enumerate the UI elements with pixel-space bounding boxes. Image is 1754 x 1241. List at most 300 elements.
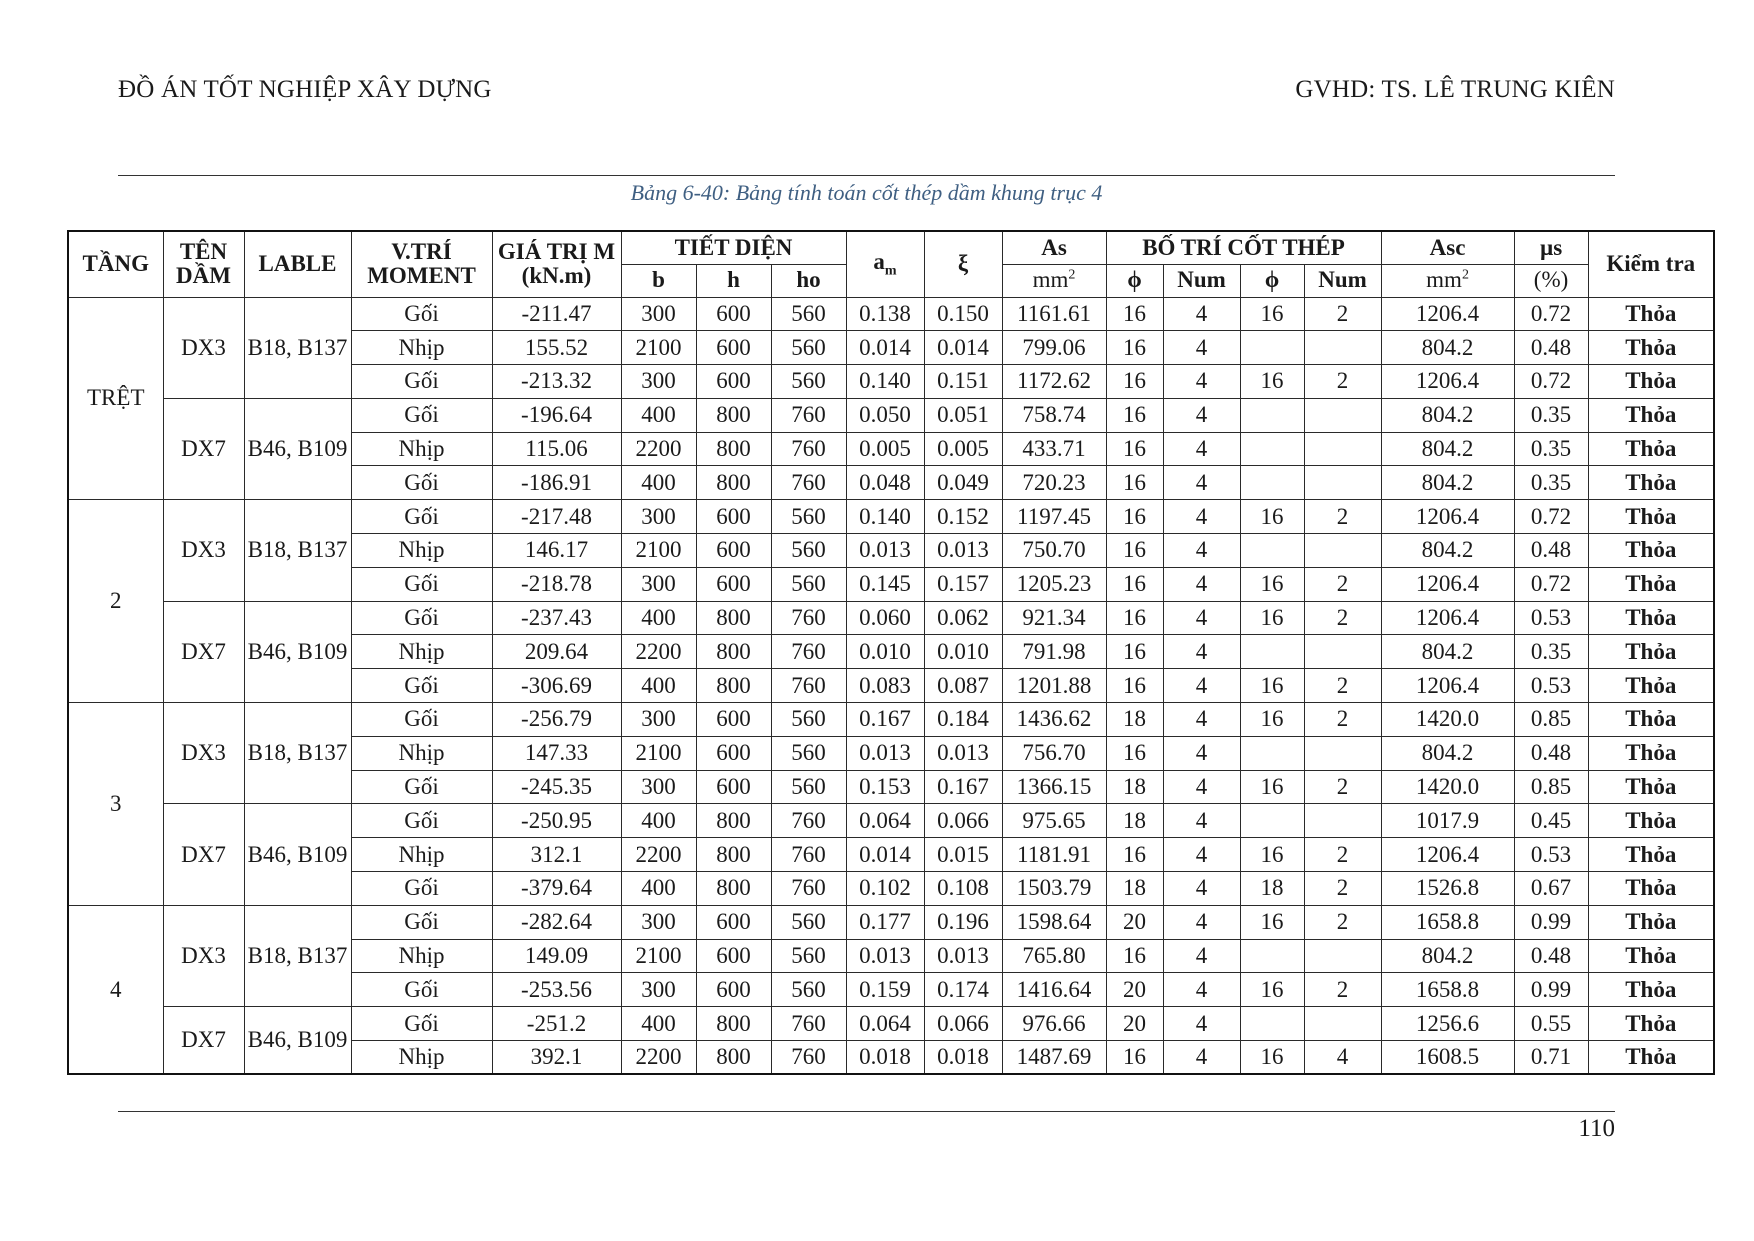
cell-moment-value: 115.06 bbox=[492, 432, 621, 466]
cell-mu-s: 0.48 bbox=[1514, 736, 1588, 770]
cell-xi: 0.151 bbox=[924, 365, 1002, 399]
cell-phi-1: 16 bbox=[1106, 838, 1163, 872]
cell-xi: 0.013 bbox=[924, 534, 1002, 568]
table-row bbox=[68, 601, 1714, 635]
cell-num-1: 4 bbox=[1163, 905, 1240, 939]
cell-as-required: 720.23 bbox=[1002, 466, 1106, 500]
footer-divider bbox=[118, 1111, 1615, 1112]
cell-alpha-m: 0.048 bbox=[846, 466, 924, 500]
cell-b: 2200 bbox=[621, 838, 696, 872]
cell-asc-provided: 1420.0 bbox=[1381, 703, 1514, 737]
cell-moment-value: -213.32 bbox=[492, 365, 621, 399]
cell-asc-provided: 1658.8 bbox=[1381, 973, 1514, 1007]
cell-mu-s: 0.48 bbox=[1514, 534, 1588, 568]
cell-alpha-m: 0.159 bbox=[846, 973, 924, 1007]
cell-b: 2100 bbox=[621, 331, 696, 365]
cell-as-required: 921.34 bbox=[1002, 601, 1106, 635]
header-ho: ho bbox=[771, 264, 846, 297]
cell-phi-2: 16 bbox=[1240, 601, 1304, 635]
cell-xi: 0.010 bbox=[924, 635, 1002, 669]
cell-moment-position: Gối bbox=[351, 567, 492, 601]
cell-phi-1: 20 bbox=[1106, 1007, 1163, 1041]
cell-h: 600 bbox=[696, 939, 771, 973]
cell-phi-1: 16 bbox=[1106, 939, 1163, 973]
cell-check-status: Thỏa bbox=[1588, 432, 1714, 466]
cell-phi-1: 20 bbox=[1106, 973, 1163, 1007]
cell-phi-1: 18 bbox=[1106, 804, 1163, 838]
cell-xi: 0.062 bbox=[924, 601, 1002, 635]
cell-moment-position: Gối bbox=[351, 365, 492, 399]
cell-h: 600 bbox=[696, 703, 771, 737]
cell-b: 300 bbox=[621, 500, 696, 534]
cell-num-1: 4 bbox=[1163, 669, 1240, 703]
cell-asc-provided: 804.2 bbox=[1381, 398, 1514, 432]
cell-num-1: 4 bbox=[1163, 770, 1240, 804]
cell-ho: 560 bbox=[771, 770, 846, 804]
cell-num-2: 2 bbox=[1304, 872, 1381, 906]
cell-h: 600 bbox=[696, 297, 771, 331]
cell-tang: 3 bbox=[68, 703, 163, 906]
header-asc-unit-sup: 2 bbox=[1461, 267, 1469, 283]
cell-asc-provided: 1658.8 bbox=[1381, 905, 1514, 939]
cell-asc-provided: 804.2 bbox=[1381, 432, 1514, 466]
cell-b: 2200 bbox=[621, 432, 696, 466]
cell-alpha-m: 0.010 bbox=[846, 635, 924, 669]
cell-check-status: Thỏa bbox=[1588, 770, 1714, 804]
cell-h: 800 bbox=[696, 669, 771, 703]
cell-num-2 bbox=[1304, 635, 1381, 669]
cell-h: 800 bbox=[696, 1007, 771, 1041]
cell-mu-s: 0.53 bbox=[1514, 838, 1588, 872]
cell-as-required: 1161.61 bbox=[1002, 297, 1106, 331]
cell-ho: 560 bbox=[771, 534, 846, 568]
cell-moment-position: Gối bbox=[351, 669, 492, 703]
cell-h: 800 bbox=[696, 872, 771, 906]
cell-num-1: 4 bbox=[1163, 703, 1240, 737]
cell-moment-value: -282.64 bbox=[492, 905, 621, 939]
cell-xi: 0.051 bbox=[924, 398, 1002, 432]
cell-b: 300 bbox=[621, 297, 696, 331]
cell-phi-2: 16 bbox=[1240, 1041, 1304, 1075]
cell-moment-value: 146.17 bbox=[492, 534, 621, 568]
header-am-base: a bbox=[873, 248, 885, 274]
cell-num-1: 4 bbox=[1163, 365, 1240, 399]
cell-tang: 4 bbox=[68, 905, 163, 1074]
cell-moment-value: -250.95 bbox=[492, 804, 621, 838]
cell-phi-2: 16 bbox=[1240, 838, 1304, 872]
cell-b: 2100 bbox=[621, 736, 696, 770]
cell-ho: 560 bbox=[771, 939, 846, 973]
cell-phi-1: 16 bbox=[1106, 297, 1163, 331]
header-xi: ξ bbox=[924, 231, 1002, 297]
cell-check-status: Thỏa bbox=[1588, 365, 1714, 399]
cell-moment-value: 312.1 bbox=[492, 838, 621, 872]
cell-ho: 760 bbox=[771, 804, 846, 838]
cell-mu-s: 0.53 bbox=[1514, 669, 1588, 703]
cell-num-1: 4 bbox=[1163, 1041, 1240, 1075]
cell-alpha-m: 0.060 bbox=[846, 601, 924, 635]
cell-num-2 bbox=[1304, 432, 1381, 466]
header-as: As bbox=[1002, 231, 1106, 264]
cell-num-2: 2 bbox=[1304, 669, 1381, 703]
cell-as-required: 975.65 bbox=[1002, 804, 1106, 838]
cell-xi: 0.184 bbox=[924, 703, 1002, 737]
cell-check-status: Thỏa bbox=[1588, 1041, 1714, 1075]
cell-moment-value: -251.2 bbox=[492, 1007, 621, 1041]
cell-asc-provided: 1206.4 bbox=[1381, 297, 1514, 331]
cell-ho: 760 bbox=[771, 635, 846, 669]
cell-check-status: Thỏa bbox=[1588, 534, 1714, 568]
table-row bbox=[68, 1007, 1714, 1041]
cell-h: 800 bbox=[696, 635, 771, 669]
cell-moment-value: -256.79 bbox=[492, 703, 621, 737]
cell-mu-s: 0.35 bbox=[1514, 635, 1588, 669]
cell-moment-value: -186.91 bbox=[492, 466, 621, 500]
cell-num-2: 2 bbox=[1304, 703, 1381, 737]
cell-check-status: Thỏa bbox=[1588, 939, 1714, 973]
cell-mu-s: 0.48 bbox=[1514, 939, 1588, 973]
cell-num-1: 4 bbox=[1163, 838, 1240, 872]
cell-xi: 0.049 bbox=[924, 466, 1002, 500]
cell-tang: 2 bbox=[68, 500, 163, 703]
cell-ho: 560 bbox=[771, 365, 846, 399]
cell-mu-s: 0.85 bbox=[1514, 703, 1588, 737]
cell-as-required: 433.71 bbox=[1002, 432, 1106, 466]
cell-mu-s: 0.35 bbox=[1514, 398, 1588, 432]
cell-asc-provided: 804.2 bbox=[1381, 331, 1514, 365]
cell-h: 600 bbox=[696, 534, 771, 568]
cell-check-status: Thỏa bbox=[1588, 905, 1714, 939]
table-row bbox=[68, 905, 1714, 939]
cell-b: 300 bbox=[621, 905, 696, 939]
cell-as-required: 1197.45 bbox=[1002, 500, 1106, 534]
cell-alpha-m: 0.083 bbox=[846, 669, 924, 703]
cell-asc-provided: 1206.4 bbox=[1381, 567, 1514, 601]
cell-mu-s: 0.67 bbox=[1514, 872, 1588, 906]
cell-h: 600 bbox=[696, 500, 771, 534]
cell-ho: 560 bbox=[771, 736, 846, 770]
cell-phi-2 bbox=[1240, 736, 1304, 770]
cell-moment-position: Gối bbox=[351, 1007, 492, 1041]
cell-phi-2 bbox=[1240, 432, 1304, 466]
cell-moment-position: Gối bbox=[351, 905, 492, 939]
table-row bbox=[68, 297, 1714, 331]
cell-num-1: 4 bbox=[1163, 331, 1240, 365]
cell-as-required: 1181.91 bbox=[1002, 838, 1106, 872]
cell-phi-1: 16 bbox=[1106, 331, 1163, 365]
cell-phi-1: 16 bbox=[1106, 635, 1163, 669]
cell-ho: 760 bbox=[771, 1041, 846, 1075]
cell-moment-position: Gối bbox=[351, 466, 492, 500]
cell-moment-value: 392.1 bbox=[492, 1041, 621, 1075]
cell-phi-1: 18 bbox=[1106, 703, 1163, 737]
cell-phi-2: 16 bbox=[1240, 703, 1304, 737]
cell-h: 600 bbox=[696, 365, 771, 399]
cell-h: 800 bbox=[696, 601, 771, 635]
cell-num-2 bbox=[1304, 534, 1381, 568]
cell-xi: 0.013 bbox=[924, 939, 1002, 973]
cell-alpha-m: 0.167 bbox=[846, 703, 924, 737]
cell-phi-1: 16 bbox=[1106, 601, 1163, 635]
cell-phi-1: 16 bbox=[1106, 534, 1163, 568]
cell-moment-position: Gối bbox=[351, 398, 492, 432]
cell-moment-value: 147.33 bbox=[492, 736, 621, 770]
cell-label: B46, B109 bbox=[244, 601, 351, 702]
table-body bbox=[68, 297, 1714, 1074]
cell-moment-value: -237.43 bbox=[492, 601, 621, 635]
cell-moment-position: Gối bbox=[351, 703, 492, 737]
cell-alpha-m: 0.064 bbox=[846, 804, 924, 838]
cell-as-required: 799.06 bbox=[1002, 331, 1106, 365]
cell-as-required: 765.80 bbox=[1002, 939, 1106, 973]
cell-xi: 0.014 bbox=[924, 331, 1002, 365]
cell-alpha-m: 0.145 bbox=[846, 567, 924, 601]
cell-alpha-m: 0.140 bbox=[846, 500, 924, 534]
cell-phi-1: 16 bbox=[1106, 432, 1163, 466]
cell-xi: 0.196 bbox=[924, 905, 1002, 939]
cell-h: 600 bbox=[696, 567, 771, 601]
header-asc: Asc bbox=[1381, 231, 1514, 264]
cell-asc-provided: 804.2 bbox=[1381, 736, 1514, 770]
cell-phi-1: 16 bbox=[1106, 736, 1163, 770]
cell-xi: 0.013 bbox=[924, 736, 1002, 770]
cell-phi-2: 16 bbox=[1240, 669, 1304, 703]
cell-b: 400 bbox=[621, 1007, 696, 1041]
cell-phi-2 bbox=[1240, 1007, 1304, 1041]
cell-num-1: 4 bbox=[1163, 973, 1240, 1007]
cell-b: 300 bbox=[621, 973, 696, 1007]
cell-phi-1: 16 bbox=[1106, 466, 1163, 500]
cell-alpha-m: 0.013 bbox=[846, 939, 924, 973]
cell-num-2 bbox=[1304, 1007, 1381, 1041]
cell-asc-provided: 804.2 bbox=[1381, 635, 1514, 669]
cell-phi-1: 20 bbox=[1106, 905, 1163, 939]
cell-moment-position: Gối bbox=[351, 500, 492, 534]
cell-check-status: Thỏa bbox=[1588, 500, 1714, 534]
cell-moment-value: 209.64 bbox=[492, 635, 621, 669]
cell-asc-provided: 804.2 bbox=[1381, 534, 1514, 568]
cell-mu-s: 0.99 bbox=[1514, 905, 1588, 939]
cell-b: 400 bbox=[621, 669, 696, 703]
cell-beam-name: DX3 bbox=[163, 500, 244, 601]
cell-alpha-m: 0.050 bbox=[846, 398, 924, 432]
cell-num-2 bbox=[1304, 804, 1381, 838]
cell-phi-2: 16 bbox=[1240, 770, 1304, 804]
cell-phi-2 bbox=[1240, 534, 1304, 568]
cell-label: B46, B109 bbox=[244, 398, 351, 499]
cell-as-required: 1487.69 bbox=[1002, 1041, 1106, 1075]
cell-moment-value: -218.78 bbox=[492, 567, 621, 601]
table-row bbox=[68, 398, 1714, 432]
cell-as-required: 758.74 bbox=[1002, 398, 1106, 432]
cell-beam-name: DX3 bbox=[163, 297, 244, 398]
cell-asc-provided: 1526.8 bbox=[1381, 872, 1514, 906]
cell-asc-provided: 1206.4 bbox=[1381, 365, 1514, 399]
cell-h: 600 bbox=[696, 905, 771, 939]
cell-moment-value: 149.09 bbox=[492, 939, 621, 973]
header-am-sub: m bbox=[884, 263, 897, 279]
cell-xi: 0.108 bbox=[924, 872, 1002, 906]
header-asc-unit-base: mm bbox=[1426, 267, 1462, 293]
cell-num-2: 2 bbox=[1304, 365, 1381, 399]
cell-check-status: Thỏa bbox=[1588, 331, 1714, 365]
cell-as-required: 1503.79 bbox=[1002, 872, 1106, 906]
cell-as-required: 1201.88 bbox=[1002, 669, 1106, 703]
cell-num-1: 4 bbox=[1163, 736, 1240, 770]
cell-ho: 560 bbox=[771, 500, 846, 534]
cell-h: 800 bbox=[696, 838, 771, 872]
cell-num-1: 4 bbox=[1163, 534, 1240, 568]
cell-phi-1: 18 bbox=[1106, 872, 1163, 906]
document-header-left: ĐỒ ÁN TỐT NGHIỆP XÂY DỰNG bbox=[118, 76, 492, 103]
cell-mu-s: 0.72 bbox=[1514, 365, 1588, 399]
cell-check-status: Thỏa bbox=[1588, 466, 1714, 500]
cell-moment-value: -253.56 bbox=[492, 973, 621, 1007]
cell-asc-provided: 1206.4 bbox=[1381, 838, 1514, 872]
header-num-1: Num bbox=[1163, 264, 1240, 297]
header-as-unit-sup: 2 bbox=[1068, 267, 1076, 283]
cell-beam-name: DX7 bbox=[163, 601, 244, 702]
cell-phi-1: 16 bbox=[1106, 500, 1163, 534]
cell-b: 300 bbox=[621, 770, 696, 804]
cell-as-required: 1205.23 bbox=[1002, 567, 1106, 601]
cell-b: 400 bbox=[621, 872, 696, 906]
cell-phi-2: 18 bbox=[1240, 872, 1304, 906]
header-h: h bbox=[696, 264, 771, 297]
cell-mu-s: 0.85 bbox=[1514, 770, 1588, 804]
cell-asc-provided: 804.2 bbox=[1381, 466, 1514, 500]
table-row bbox=[68, 804, 1714, 838]
cell-alpha-m: 0.014 bbox=[846, 331, 924, 365]
cell-check-status: Thỏa bbox=[1588, 736, 1714, 770]
cell-asc-provided: 1206.4 bbox=[1381, 669, 1514, 703]
cell-ho: 760 bbox=[771, 838, 846, 872]
table-caption: Bảng 6-40: Bảng tính toán cốt thép dầm khung trục 4 bbox=[630, 180, 1103, 205]
cell-b: 400 bbox=[621, 601, 696, 635]
cell-mu-s: 0.72 bbox=[1514, 500, 1588, 534]
cell-xi: 0.150 bbox=[924, 297, 1002, 331]
cell-num-1: 4 bbox=[1163, 939, 1240, 973]
cell-b: 400 bbox=[621, 398, 696, 432]
cell-b: 2100 bbox=[621, 534, 696, 568]
cell-check-status: Thỏa bbox=[1588, 567, 1714, 601]
cell-num-2: 2 bbox=[1304, 973, 1381, 1007]
cell-xi: 0.087 bbox=[924, 669, 1002, 703]
cell-moment-position: Gối bbox=[351, 804, 492, 838]
cell-mu-s: 0.48 bbox=[1514, 331, 1588, 365]
page-number: 110 bbox=[1578, 1115, 1615, 1142]
cell-asc-provided: 1420.0 bbox=[1381, 770, 1514, 804]
cell-num-1: 4 bbox=[1163, 1007, 1240, 1041]
cell-alpha-m: 0.014 bbox=[846, 838, 924, 872]
cell-num-1: 4 bbox=[1163, 635, 1240, 669]
cell-as-required: 750.70 bbox=[1002, 534, 1106, 568]
cell-num-1: 4 bbox=[1163, 398, 1240, 432]
cell-b: 2100 bbox=[621, 939, 696, 973]
cell-alpha-m: 0.064 bbox=[846, 1007, 924, 1041]
cell-num-2: 2 bbox=[1304, 500, 1381, 534]
cell-asc-provided: 1608.5 bbox=[1381, 1041, 1514, 1075]
header-divider bbox=[118, 175, 1615, 176]
cell-alpha-m: 0.140 bbox=[846, 365, 924, 399]
cell-moment-value: -379.64 bbox=[492, 872, 621, 906]
cell-ho: 760 bbox=[771, 466, 846, 500]
cell-tang: TRỆT bbox=[68, 297, 163, 500]
document-header-right: GVHD: TS. LÊ TRUNG KIÊN bbox=[1295, 76, 1615, 103]
cell-moment-position: Nhịp bbox=[351, 534, 492, 568]
cell-phi-1: 16 bbox=[1106, 398, 1163, 432]
cell-num-2: 2 bbox=[1304, 601, 1381, 635]
cell-phi-2 bbox=[1240, 804, 1304, 838]
cell-phi-1: 16 bbox=[1106, 1041, 1163, 1075]
cell-num-1: 4 bbox=[1163, 601, 1240, 635]
cell-ho: 560 bbox=[771, 331, 846, 365]
cell-check-status: Thỏa bbox=[1588, 635, 1714, 669]
cell-moment-position: Gối bbox=[351, 601, 492, 635]
cell-asc-provided: 804.2 bbox=[1381, 939, 1514, 973]
header-kiem-tra: Kiểm tra bbox=[1588, 231, 1714, 297]
cell-alpha-m: 0.102 bbox=[846, 872, 924, 906]
cell-h: 600 bbox=[696, 770, 771, 804]
cell-h: 800 bbox=[696, 398, 771, 432]
cell-as-required: 1598.64 bbox=[1002, 905, 1106, 939]
cell-xi: 0.167 bbox=[924, 770, 1002, 804]
cell-beam-name: DX7 bbox=[163, 804, 244, 905]
cell-num-2 bbox=[1304, 466, 1381, 500]
cell-alpha-m: 0.138 bbox=[846, 297, 924, 331]
cell-phi-1: 16 bbox=[1106, 365, 1163, 399]
cell-as-required: 1172.62 bbox=[1002, 365, 1106, 399]
cell-label: B18, B137 bbox=[244, 703, 351, 804]
cell-num-2 bbox=[1304, 331, 1381, 365]
cell-xi: 0.066 bbox=[924, 1007, 1002, 1041]
cell-h: 800 bbox=[696, 1041, 771, 1075]
cell-alpha-m: 0.018 bbox=[846, 1041, 924, 1075]
cell-ho: 560 bbox=[771, 703, 846, 737]
header-as-unit-base: mm bbox=[1032, 267, 1069, 293]
cell-as-required: 1416.64 bbox=[1002, 973, 1106, 1007]
cell-b: 2200 bbox=[621, 635, 696, 669]
cell-h: 800 bbox=[696, 804, 771, 838]
header-ten-dam: TÊN DẦM bbox=[163, 231, 244, 297]
cell-alpha-m: 0.177 bbox=[846, 905, 924, 939]
cell-moment-position: Nhịp bbox=[351, 635, 492, 669]
cell-h: 600 bbox=[696, 736, 771, 770]
cell-num-2: 4 bbox=[1304, 1041, 1381, 1075]
cell-ho: 560 bbox=[771, 297, 846, 331]
rebar-calculation-table bbox=[67, 230, 1715, 1075]
header-as-unit bbox=[1002, 264, 1106, 297]
cell-xi: 0.152 bbox=[924, 500, 1002, 534]
cell-phi-2 bbox=[1240, 331, 1304, 365]
cell-num-2: 2 bbox=[1304, 905, 1381, 939]
cell-b: 2200 bbox=[621, 1041, 696, 1075]
header-mu-unit: (%) bbox=[1514, 264, 1588, 297]
cell-phi-2: 16 bbox=[1240, 365, 1304, 399]
cell-alpha-m: 0.013 bbox=[846, 534, 924, 568]
cell-num-2 bbox=[1304, 939, 1381, 973]
cell-xi: 0.015 bbox=[924, 838, 1002, 872]
cell-moment-position: Gối bbox=[351, 770, 492, 804]
cell-moment-position: Nhịp bbox=[351, 736, 492, 770]
cell-phi-1: 16 bbox=[1106, 567, 1163, 601]
cell-b: 300 bbox=[621, 703, 696, 737]
cell-ho: 760 bbox=[771, 872, 846, 906]
cell-asc-provided: 1017.9 bbox=[1381, 804, 1514, 838]
cell-h: 800 bbox=[696, 466, 771, 500]
cell-xi: 0.157 bbox=[924, 567, 1002, 601]
cell-b: 300 bbox=[621, 567, 696, 601]
